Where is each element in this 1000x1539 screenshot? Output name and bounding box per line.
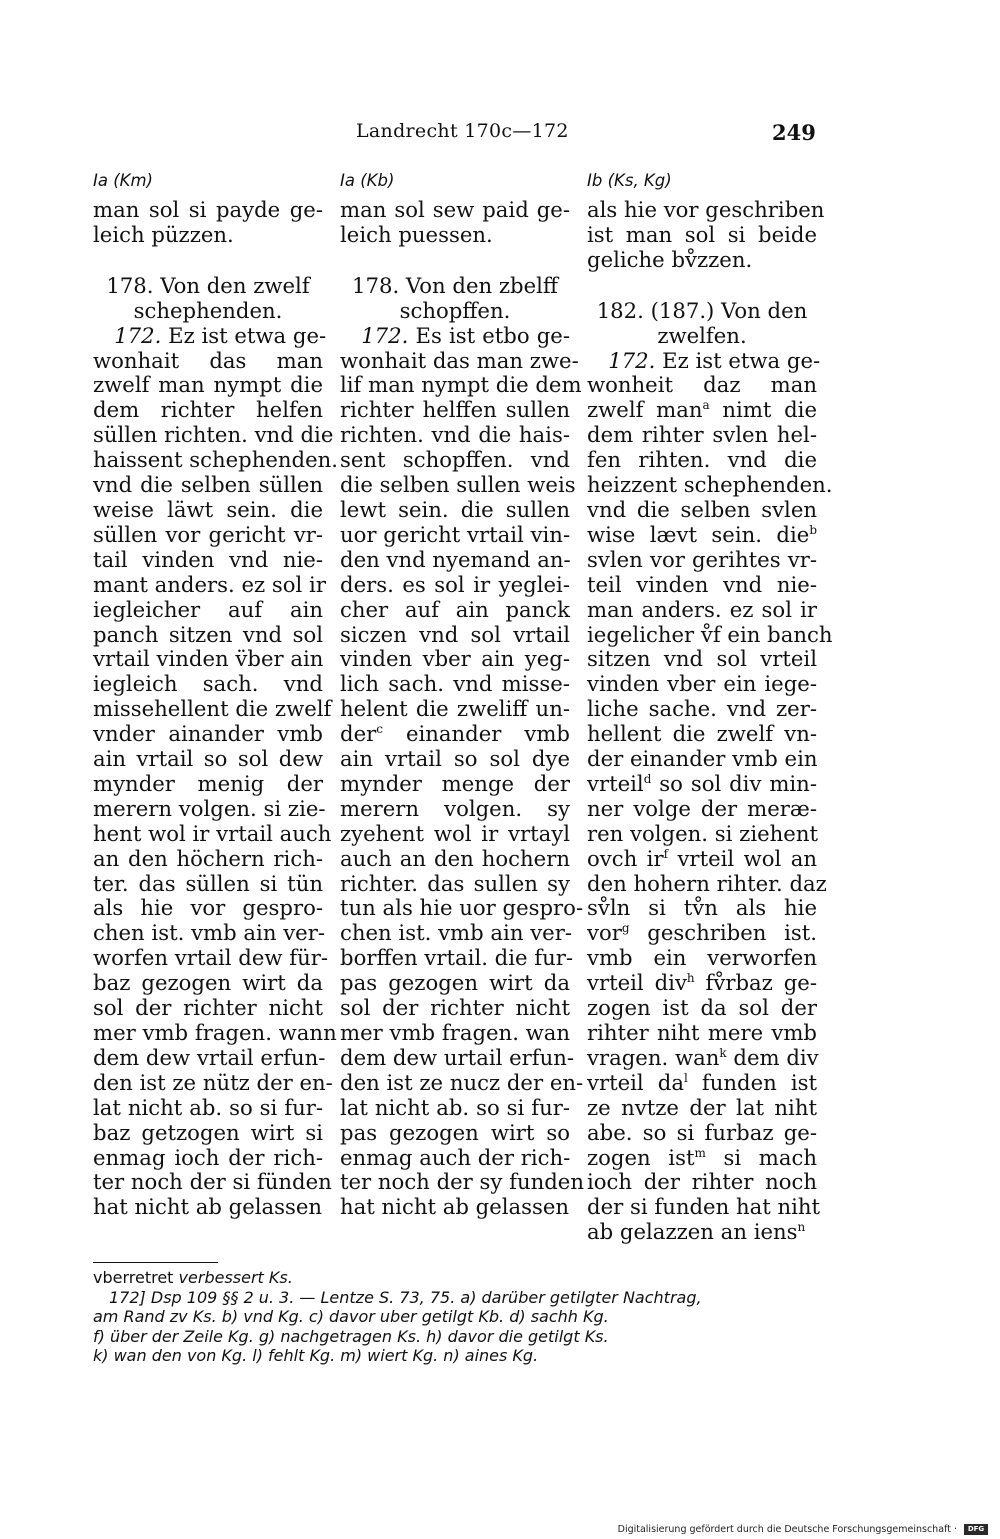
text-line: pas gezogen wirt da	[340, 970, 570, 996]
text-line: leich puessen.	[340, 221, 493, 247]
text-line: ist man sol si beide	[587, 221, 817, 247]
text-line: dem dew vrtail erfun-	[93, 1044, 326, 1070]
text-line: dem dew urtail erfun-	[340, 1044, 575, 1070]
section-heading	[93, 274, 323, 324]
text-line: sol der richter nicht	[93, 995, 323, 1021]
text-line: richter helffen sullen	[340, 397, 570, 423]
text-line: den vnd nyemand an-	[340, 546, 571, 572]
text-line: ner volge der meræ-	[587, 795, 817, 821]
footnote-marker: d	[643, 771, 652, 786]
text-line: worfen vrtail dew für-	[93, 945, 329, 971]
text-line: zogen ist da sol der	[587, 995, 817, 1021]
text-line: haissent schephenden.	[93, 447, 339, 473]
section-body	[587, 347, 833, 1246]
text-line: zwelfen.	[657, 322, 747, 348]
footnote-marker: b	[809, 522, 817, 537]
text-line: lewt sein. die sullen	[340, 496, 570, 522]
text-line: svlen vor gerihtes vr-	[587, 546, 817, 572]
text-line: geliche bv̊zzen.	[587, 246, 753, 272]
text-line: hat nicht ab gelassen	[340, 1194, 570, 1220]
text-line: ovch $ir^f$ vrteil wol an	[587, 845, 817, 871]
intro-text	[340, 198, 570, 248]
text-line: ab gelazzen an iens$^n$	[587, 1219, 806, 1245]
manuscript-siglum: Ib (Ks, Kg)	[587, 171, 672, 190]
text-line: dem richter helfen	[93, 397, 323, 423]
text-line: hat nicht ab gelassen	[93, 1194, 323, 1220]
text-line: lat nicht ab. so si fur-	[93, 1094, 323, 1120]
text-line: der einander vmb ein	[587, 746, 818, 772]
text-line: lich sach. vnd misse-	[340, 671, 570, 697]
text-line: missehellent die zwelf	[93, 696, 332, 722]
text-line: mer vmb fragen. wan	[340, 1020, 571, 1045]
text-line: iegelicher v̊f ein banch	[587, 621, 833, 647]
text-line: ioch der rihter noch	[587, 1169, 817, 1195]
text-line: ain vrtail so sol dye	[340, 746, 570, 772]
footnote-marker: h	[686, 971, 695, 986]
footnote-line: 172] Dsp 109 §§ 2 u. 3. — Lentze S. 73, 75. a) darüber getilgter Nachtrag,	[93, 1287, 702, 1307]
text-line: rihter niht mere vmb	[587, 1020, 817, 1045]
text-line: sol der richter nicht	[340, 995, 570, 1021]
text-line: ain vrtail so sol dew	[93, 746, 323, 772]
text-line: 182. (187.) Von den	[596, 297, 808, 323]
text-line: vnder ainander vmb	[93, 721, 323, 747]
text-line: 172. Es ist etbo ge-	[361, 322, 570, 348]
text-line: wonhait das man zwe-	[340, 347, 579, 373]
text-line: ter noch der sy funden	[340, 1169, 584, 1195]
section-body	[93, 322, 339, 1221]
footnote-rule	[93, 1262, 218, 1263]
text-line: mer vmb fragen. wann	[93, 1020, 337, 1045]
text-line: 178. Von den zwelf	[106, 272, 310, 298]
text-line: vnd die selben svlen	[587, 496, 817, 522]
text-line: sv̊ln si tv̊n als hie	[587, 895, 817, 921]
text-line: zyehent wol ir vrtayl	[340, 820, 570, 846]
text-line: zwelf man nympt die	[93, 372, 323, 398]
text-line: den ist ze nütz der en-	[93, 1069, 333, 1095]
text-line: man sol si payde ge-	[93, 197, 323, 222]
dfg-logo-icon: DFG	[964, 1524, 988, 1535]
text-line: vrteil $da^l$ funden ist	[587, 1069, 817, 1095]
text-line: mant anders. ez sol ir	[93, 571, 326, 597]
text-line: hent wol ir vrtail auch	[93, 820, 332, 846]
intro-text	[587, 197, 825, 273]
section-heading	[587, 299, 817, 349]
text-line: hellent die zwelf vn-	[587, 721, 817, 747]
credit-text: Digitalisierung gefördert durch die Deutsche Forschungsgemeinschaft	[617, 1524, 951, 1535]
text-line: 172. Ez ist etwa ge-	[608, 347, 821, 373]
text-line: panch sitzen vnd sol	[93, 621, 323, 647]
footnote-marker: f	[663, 846, 669, 861]
text-line: richten. vnd die hais-	[340, 422, 570, 448]
column-km	[93, 168, 339, 1220]
page-number: 249	[772, 120, 816, 145]
text-line: lif man nympt die dem	[340, 372, 582, 398]
manuscript-siglum: Ia (Km)	[93, 171, 153, 190]
manuscript-siglum: Ia (Kb)	[340, 171, 395, 190]
section-number: 172.	[114, 322, 162, 348]
text-line: enmag ioch der rich-	[93, 1144, 323, 1170]
text-line: den hohern rihter. daz	[587, 870, 827, 896]
text-line: chen ist. vmb ain ver-	[340, 920, 573, 946]
text-line: schephenden.	[133, 297, 283, 323]
footnote-line: k) wan den von Kg. l) fehlt Kg. m) wiert Kg. n) aines Kg.	[93, 1346, 539, 1365]
footnote-marker: l	[683, 1070, 688, 1085]
text-line: vnd die selben süllen	[93, 472, 323, 498]
text-line: baz gezogen wirt da	[93, 970, 323, 996]
text-line: vmb ein verworfen	[587, 945, 817, 971]
footnote-marker: m	[694, 1145, 706, 1160]
text-line: pas gezogen wirt so	[340, 1119, 570, 1145]
text-line: zwelf man$^a$ nimt die	[587, 397, 817, 423]
text-line: ze nvtze der lat niht	[587, 1094, 817, 1120]
text-line: iegleicher auf ain	[93, 596, 323, 622]
text-line: mynder menig der	[93, 770, 323, 796]
footnote-marker: g	[621, 921, 630, 936]
column-ks-kg	[587, 168, 833, 1245]
text-line: als hie vor geschriben	[587, 197, 825, 222]
text-line: helent die zweliff un-	[340, 696, 570, 722]
text-line: leich püzzen.	[93, 221, 234, 247]
footnote-marker: a	[702, 398, 710, 413]
intro-text	[93, 198, 323, 248]
text-line: schopffen.	[399, 297, 511, 323]
text-line: richter. das sullen sy	[340, 870, 570, 896]
text-line: iegleich sach. vnd	[93, 671, 323, 697]
text-line: abe. so si furbaz ge-	[587, 1119, 817, 1145]
text-line: heizzent schephenden.	[587, 472, 833, 498]
text-line: vrteil$^d$ so sol div min-	[587, 770, 817, 796]
digitization-credit: Digitalisierung gefördert durch die Deutsche Forschungsgemeinschaft · DFG	[618, 1524, 988, 1535]
text-line: vrteil div$^h$ fv̊rbaz ge-	[587, 970, 818, 996]
text-line: cher auf ain panck	[340, 596, 570, 622]
text-line: ter. das süllen si tün	[93, 870, 323, 896]
column-kb	[340, 168, 584, 1220]
section-number: 172.	[608, 347, 656, 373]
text-line: als hie vor gespro-	[93, 895, 323, 921]
text-line: süllen richten. vnd die	[93, 422, 334, 448]
text-line: uor gericht vrtail vin-	[340, 521, 571, 547]
text-line: vragen. wan$^k$ dem div	[587, 1044, 819, 1070]
text-line: fen rihten. vnd die	[587, 447, 817, 473]
footnotes	[93, 1268, 813, 1366]
text-line: wonheit daz man	[587, 372, 817, 398]
text-line: der$^c$ einander vmb	[340, 721, 570, 747]
text-line: ders. es sol ir yeglei-	[340, 571, 570, 597]
text-line: enmag auch der rich-	[340, 1144, 571, 1170]
text-line: liche sache. vnd zer-	[587, 696, 817, 722]
text-line: ter noch der si fünden	[93, 1169, 332, 1195]
footnote-line: vberretret verbessert Ks.	[93, 1268, 293, 1287]
text-line: merern volgen. sy	[340, 795, 570, 821]
text-line: 178. Von den zbelff	[352, 272, 558, 298]
text-line: man sol sew paid ge-	[340, 197, 570, 222]
text-line: tun als hie uor gespro-	[340, 895, 584, 921]
text-line: vor$^g$ geschriben ist.	[587, 920, 817, 946]
text-line: mynder menge der	[340, 770, 570, 796]
text-line: dem rihter svlen hel-	[587, 422, 817, 448]
text-line: teil vinden vnd nie-	[587, 571, 817, 597]
text-line: den ist ze nucz der en-	[340, 1069, 584, 1095]
text-line: merern volgen. si zie-	[93, 795, 326, 821]
running-title: Landrecht 170c—172	[356, 120, 569, 142]
text-line: weise läwt sein. die	[93, 496, 323, 522]
text-line: chen ist. vmb ain ver-	[93, 920, 326, 946]
footnote-marker: n	[797, 1220, 806, 1235]
text-line: tail vinden vnd nie-	[93, 546, 323, 572]
text-line: vrtail vinden v̈ber ain	[93, 646, 324, 672]
text-line: vinden vber ein iege-	[587, 671, 817, 697]
text-line: der si funden hat niht	[587, 1194, 821, 1220]
section-body	[340, 322, 584, 1221]
text-line: wonhait das man	[93, 347, 323, 373]
text-line: auch an den hochern	[340, 845, 570, 871]
footnote-marker: k	[719, 1045, 727, 1060]
section-number: 172.	[361, 322, 409, 348]
running-head	[0, 120, 1000, 150]
text-line: sitzen vnd sol vrteil	[587, 646, 817, 672]
text-line: ren volgen. si ziehent	[587, 820, 818, 846]
text-line: 172. Ez ist etwa ge-	[114, 322, 327, 348]
text-line: sent schopffen. vnd	[340, 447, 570, 473]
footnote-line: f) über der Zeile Kg. g) nachgetragen Ks. h) davor die getilgt Ks.	[93, 1326, 609, 1346]
footnote-line: am Rand zv Ks. b) vnd Kg. c) davor uber getilgt Kb. d) sachh Kg.	[93, 1307, 609, 1326]
text-line: lat nicht ab. so si fur-	[340, 1094, 570, 1120]
text-line: an den höchern rich-	[93, 845, 323, 871]
text-line: baz getzogen wirt si	[93, 1119, 323, 1145]
text-line: wise lævt sein. die$^b$	[587, 521, 817, 547]
text-line: siczen vnd sol vrtail	[340, 621, 570, 647]
text-line: man anders. ez sol ir	[587, 596, 817, 622]
text-line: zogen ist$^m$ si mach	[587, 1144, 817, 1170]
text-line: vinden vber ain yeg-	[340, 646, 570, 672]
text-line: borffen vrtail. die fur-	[340, 945, 574, 971]
footnote-marker: c	[376, 722, 383, 737]
section-heading	[340, 274, 570, 324]
text-line: süllen vor gericht vr-	[93, 521, 323, 547]
text-line: die selben sullen weis	[340, 472, 576, 498]
